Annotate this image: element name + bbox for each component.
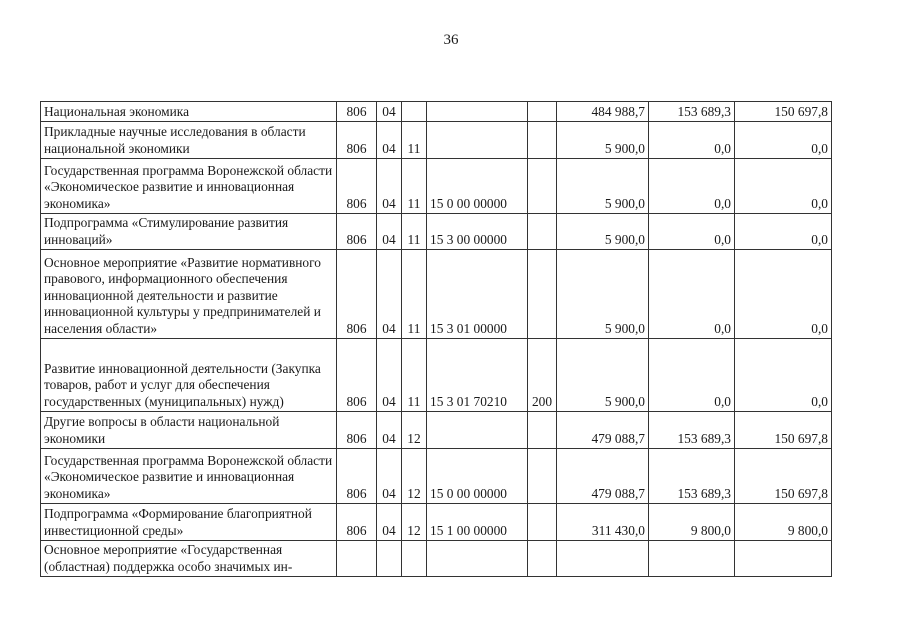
row-ved — [337, 541, 377, 577]
row-csr: 15 3 01 70210 — [427, 339, 528, 412]
row-rz: 04 — [377, 504, 402, 541]
row-value-3: 150 697,8 — [735, 102, 832, 122]
row-pr — [402, 102, 427, 122]
row-value-2: 153 689,3 — [649, 412, 735, 449]
row-value-1: 311 430,0 — [557, 504, 649, 541]
row-csr: 15 0 00 00000 — [427, 449, 528, 504]
row-pr — [402, 541, 427, 577]
row-ved: 806 — [337, 214, 377, 250]
row-rz: 04 — [377, 159, 402, 214]
row-value-1: 5 900,0 — [557, 339, 649, 412]
row-value-2: 0,0 — [649, 250, 735, 339]
row-csr — [427, 102, 528, 122]
row-rz — [377, 541, 402, 577]
row-pr: 12 — [402, 412, 427, 449]
row-name: Подпрограмма «Формирование благоприятной инвестиционной среды» — [41, 504, 337, 541]
row-vr — [528, 504, 557, 541]
row-rz: 04 — [377, 122, 402, 159]
row-value-3: 9 800,0 — [735, 504, 832, 541]
row-csr — [427, 122, 528, 159]
row-name: Прикладные научные исследования в области национальной экономики — [41, 122, 337, 159]
row-name: Основное мероприятие «Развитие нормативного правового, информационного обеспечения инновационной деятельности и развитие инновационной культуры у предпринимателей и населения области» — [41, 250, 337, 339]
table-row — [41, 250, 832, 339]
row-rz: 04 — [377, 449, 402, 504]
row-value-3: 0,0 — [735, 339, 832, 412]
row-pr: 11 — [402, 339, 427, 412]
row-value-3: 0,0 — [735, 159, 832, 214]
row-vr — [528, 122, 557, 159]
row-ved: 806 — [337, 449, 377, 504]
row-rz: 04 — [377, 102, 402, 122]
row-csr: 15 1 00 00000 — [427, 504, 528, 541]
row-pr: 11 — [402, 250, 427, 339]
table-row — [41, 159, 832, 214]
row-pr: 12 — [402, 449, 427, 504]
row-csr: 15 3 00 00000 — [427, 214, 528, 250]
row-csr — [427, 412, 528, 449]
row-ved: 806 — [337, 504, 377, 541]
row-value-3 — [735, 541, 832, 577]
row-csr — [427, 541, 528, 577]
row-value-1 — [557, 541, 649, 577]
row-vr — [528, 412, 557, 449]
row-value-2: 0,0 — [649, 339, 735, 412]
row-rz: 04 — [377, 412, 402, 449]
row-pr: 11 — [402, 214, 427, 250]
row-name: Государственная программа Воронежской области «Экономическое развитие и инновационная экономика» — [41, 449, 337, 504]
table-row — [41, 449, 832, 504]
row-pr: 11 — [402, 159, 427, 214]
row-name: Национальная экономика — [41, 102, 337, 122]
row-pr: 12 — [402, 504, 427, 541]
row-name: Другие вопросы в области национальной экономики — [41, 412, 337, 449]
row-pr: 11 — [402, 122, 427, 159]
table-row — [41, 339, 832, 412]
row-ved: 806 — [337, 122, 377, 159]
row-value-1: 479 088,7 — [557, 449, 649, 504]
row-csr: 15 0 00 00000 — [427, 159, 528, 214]
page-number: 36 — [443, 32, 459, 48]
row-ved: 806 — [337, 159, 377, 214]
row-value-2: 153 689,3 — [649, 102, 735, 122]
row-value-2: 153 689,3 — [649, 449, 735, 504]
row-name: Развитие инновационной деятельности (Закупка товаров, работ и услуг для обеспечения государственных (муниципальных) нужд) — [41, 339, 337, 412]
budget-table — [40, 101, 832, 577]
row-value-3: 150 697,8 — [735, 412, 832, 449]
row-name: Государственная программа Воронежской области «Экономическое развитие и инновационная экономика» — [41, 159, 337, 214]
row-value-1: 5 900,0 — [557, 214, 649, 250]
row-ved: 806 — [337, 412, 377, 449]
row-vr — [528, 541, 557, 577]
table-row — [41, 412, 832, 449]
row-name: Подпрограмма «Стимулирование развития инноваций» — [41, 214, 337, 250]
row-value-3: 0,0 — [735, 122, 832, 159]
row-value-2 — [649, 541, 735, 577]
row-value-3: 150 697,8 — [735, 449, 832, 504]
row-ved: 806 — [337, 250, 377, 339]
row-value-1: 5 900,0 — [557, 159, 649, 214]
row-ved: 806 — [337, 339, 377, 412]
row-value-1: 484 988,7 — [557, 102, 649, 122]
row-value-2: 0,0 — [649, 159, 735, 214]
row-value-2: 0,0 — [649, 122, 735, 159]
row-vr: 200 — [528, 339, 557, 412]
row-value-1: 5 900,0 — [557, 122, 649, 159]
table-row — [41, 102, 832, 122]
row-rz: 04 — [377, 214, 402, 250]
row-vr — [528, 102, 557, 122]
row-rz: 04 — [377, 250, 402, 339]
row-value-3: 0,0 — [735, 214, 832, 250]
row-value-2: 0,0 — [649, 214, 735, 250]
row-value-3: 0,0 — [735, 250, 832, 339]
row-value-1: 5 900,0 — [557, 250, 649, 339]
row-vr — [528, 159, 557, 214]
table-row — [41, 214, 832, 250]
row-vr — [528, 250, 557, 339]
row-vr — [528, 449, 557, 504]
row-value-2: 9 800,0 — [649, 504, 735, 541]
table-row — [41, 541, 832, 577]
row-vr — [528, 214, 557, 250]
row-value-1: 479 088,7 — [557, 412, 649, 449]
row-name: Основное мероприятие «Государственная (областная) поддержка особо значимых ин- — [41, 541, 337, 577]
row-ved: 806 — [337, 102, 377, 122]
table-row — [41, 122, 832, 159]
table-row — [41, 504, 832, 541]
row-csr: 15 3 01 00000 — [427, 250, 528, 339]
row-rz: 04 — [377, 339, 402, 412]
